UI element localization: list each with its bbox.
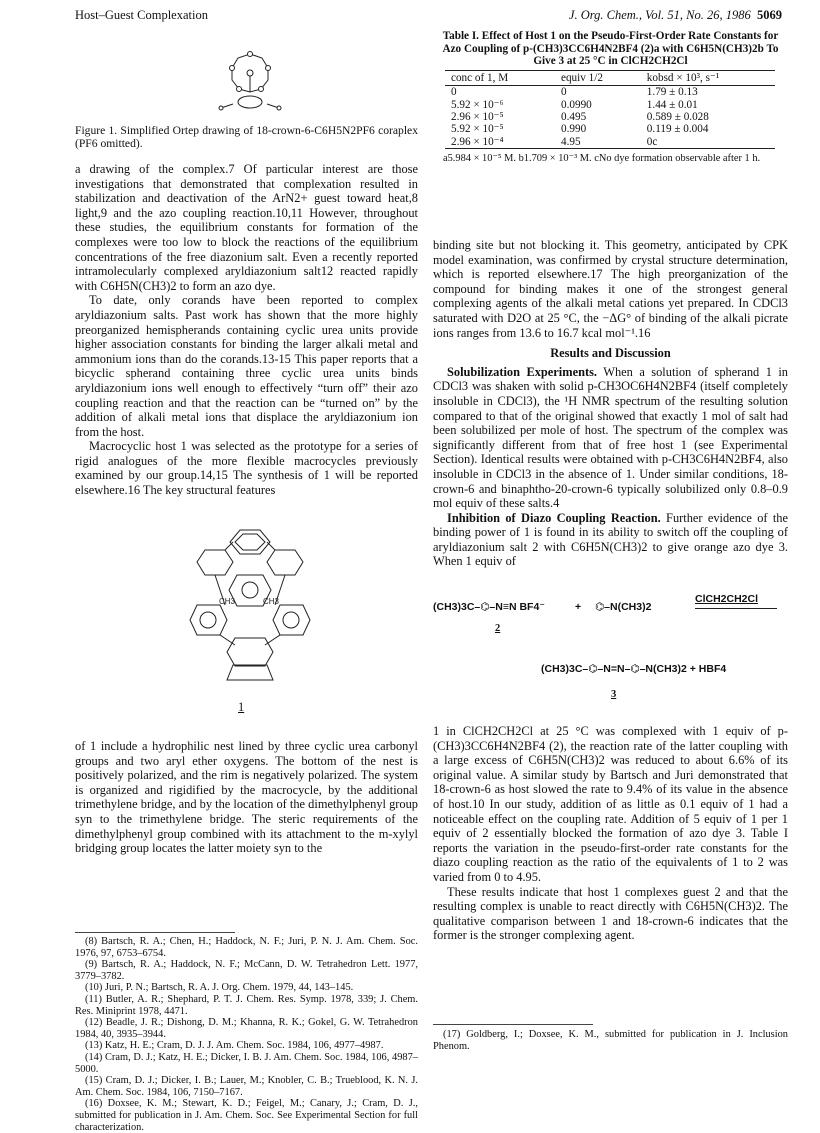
figure1-caption: Figure 1. Simplified Ortep drawing of 18-crown-6-C6H5N2PF6 coraplex (PF6 omitted).: [75, 124, 418, 151]
footnote: (14) Cram, D. J.; Katz, H. E.; Dicker, I. B. J. Am. Chem. Soc. 1984, 106, 4987–5000.: [75, 1051, 418, 1075]
footnote: (10) Juri, P. N.; Bartsch, R. A. J. Org. Chem. 1979, 44, 143–145.: [85, 982, 354, 994]
footnote: (12) Beadle, J. R.; Dishong, D. M.; Khanna, R. K.; Gokel, G. W. Tetrahedron 1984, 40, 3935–3944.: [75, 1017, 418, 1040]
reactant-2: (CH3)3C–⌬–N≡N BF4⁻: [433, 601, 545, 613]
journal-citation: J. Org. Chem., Vol. 51, No. 26, 1986: [568, 8, 751, 22]
table1-title: Table I. Effect of Host 1 on the Pseudo-First-Order Rate Constants for Azo Coupling of p-(CH3)3CC6H4N2BF4 (2)a with C6H5N(CH3)2b To Give 3 at 25 °C in ClCH2CH2Cl: [442, 30, 779, 68]
footnote: (16) Doxsee, K. M.; Stewart, K. D.; Feigel, M.; Canary, J.; Cram, D. J., submitted for publication in J. Am. Chem. Soc. See Experimental Section for full characterization.: [75, 1098, 418, 1133]
footnote: (8) Bartsch, R. A.; Chen, H.; Haddock, N. F.; Juri, P. N. J. Am. Chem. Soc. 1976, 97, 6753–6754.: [75, 936, 418, 959]
table1: [433, 30, 788, 165]
footnote: (9) Bartsch, R. A.; Haddock, N. F.; McCann, D. W. Tetrahedron Lett. 1977, 3779–3782.: [75, 959, 418, 982]
left-paragraph-3: Macrocyclic host 1 was selected as the prototype for a series of rigid analogues of the more flexible macrocycles previously examined by our group.14,15 The synthesis of 1 will be reported elsewhere.16 The key structural features: [75, 439, 418, 498]
figure1-ortep-drawing: [215, 48, 285, 114]
table1-footnote: a5.984 × 10⁻⁵ M. b1.709 × 10⁻³ M. cNo dye formation observable after 1 h.: [443, 153, 761, 165]
dimethylaniline: ⌬–N(CH3)2: [595, 601, 652, 613]
plus-sign: +: [575, 601, 582, 613]
left-paragraph-1: a drawing of the complex.7 Of particular interest are those investigations that demonstrated that complexation resulted in stabilization and deactivation of the ArN2+ guest toward heat,8 light,9 and the azo coupling reaction.10,11 However, throughout these studies, the equilibrium constants for formation of the complexes were too low to block the reactions of the equilibrium concentrations of the free diazonium salt. Even a recently reported intramolecularly complexed aryldiazonium salt12 reacted rapidly with C6H5N(CH3)2 to form an azo dye.: [75, 162, 418, 293]
table-header: kobsd × 10³, s⁻¹: [641, 70, 775, 85]
right-paragraph-1: binding site but not blocking it. This geometry, anticipated by CPK model examination, was confirmed by crystal structure determination, which is reported elsewhere.17 The high preorganization of the compound for binding makes it one of the strongest general complexing agents of the alkali metal cations yet prepared. In CDCl3 saturated with D2O at 25 °C, the −ΔG° of binding of the alkali picrate ions ranges from 13.6 to 16.7 kcal mol⁻¹.16: [433, 238, 788, 340]
footnote: (15) Cram, D. J.; Dicker, I. B.; Lauer, M.; Knobler, C. B.; Trueblood, K. N. J. Am. Chem. Soc. 1984, 106, 7150–7167.: [75, 1075, 418, 1098]
structure-ch3-right: CH3: [263, 597, 280, 606]
footnote: (13) Katz, H. E.; Cram, D. J. J. Am. Chem. Soc. 1984, 106, 4977–4987.: [85, 1040, 384, 1052]
inhibition-heading: Inhibition of Diazo Coupling Reaction.: [447, 510, 661, 525]
compound-3-label: 3: [611, 689, 617, 700]
table-row: 2.96 × 10⁻⁴ 4.95 0c: [445, 136, 775, 149]
compound-1-structure: [185, 520, 315, 690]
footnote: (11) Butler, A. R.; Shephard, P. T. J. Chem. Res. Symp. 1978, 339; J. Chem. Res. Miniprint 1978, 4471.: [75, 993, 418, 1017]
solubilization-heading: Solubilization Experiments.: [447, 364, 598, 379]
solvent-label: ClCH2CH2Cl: [695, 593, 759, 605]
left-footnotes: [75, 936, 418, 1133]
footnote-17: (17) Goldberg, I.; Doxsee, K. M., submitted for publication in J. Inclusion Phenom.: [433, 1029, 788, 1052]
table-row: 0 0 1.79 ± 0.13: [451, 86, 698, 99]
table-row: 2.96 × 10⁻⁵ 0.495 0.589 ± 0.028: [451, 111, 709, 123]
running-header-right: [569, 8, 782, 23]
structure-ch3-left: CH3: [219, 597, 236, 606]
compound-1-label: 1: [238, 700, 245, 714]
reaction-scheme: [433, 592, 788, 712]
left-paragraph-4: of 1 include a hydrophilic nest lined by three cyclic urea carbonyl groups and two aryl ether oxygens. The bottom of the nest is positively polarized, and the rim is negatively polarized. The system is organized and rigidified by the macrocycle, by the additional trimethylene bridge, and by the location of the dimethylphenyl group syn to the trimethylene bridge. The steric requirements of the dimethylphenyl group combined with its attachment to the m-xylyl bridging group locates the latter moiety syn to the: [75, 739, 418, 856]
product-3: (CH3)3C–⌬–N=N–⌬–N(CH3)2 + HBF4: [541, 663, 727, 675]
running-header-left: Host–Guest Complexation: [75, 8, 208, 22]
table-row: 5.92 × 10⁻⁵ 0.990 0.119 ± 0.004: [451, 123, 709, 136]
table-header: conc of 1, M: [445, 70, 555, 85]
compound-2-label: 2: [495, 623, 501, 634]
left-paragraph-2: To date, only corands have been reported to complex aryldiazonium salts. Past work has shown that the more highly preorganized hemispherands containing cyclic urea units provide higher association constants for binding the larger alkali metal and ammonium ions than do the corands.13-15 This paper reports that a bicyclic spherand containing three cyclic urea units binds aryldiazonium ions well enough to effectively “turn off” their azo coupling reaction and that the reaction can be “turned on” by the addition of alkali metal ions that displace the aryldiazonium ion from the host.: [75, 293, 418, 439]
inhibition-paragraph: Inhibition of Diazo Coupling Reaction. Further evidence of the binding power of 1 is found in its ability to switch off the coupling of aryldiazonium salt 2 with C6H5N(CH3)2 to give orange azo dye 3. When 1 equiv of: [433, 510, 788, 569]
page-number: 5069: [757, 8, 782, 22]
solubilization-paragraph: Solubilization Experiments. When a solution of spherand 1 in CDCl3 was shaken with solid p-CH3OC6H4N2BF4 (itself completely insoluble in CDCl3), the ¹H NMR spectrum of the resulting solution compared to that of the original showed that exactly 1 mol of salt had been solubilized per mole of host. The spectrum of the complex was significantly different from that of free host 1 (see Experimental Section). Identical results were obtained with p-CH3C6H4N2BF4, also insoluble in CDCl3 in the absence of 1. Under similar conditions, 18-crown-6 and binaphtho-20-crown-6 typically solubilized only 0.8–0.9 mol equiv of these salts.4: [433, 364, 788, 511]
right-paragraph-3: These results indicate that host 1 complexes guest 2 and that the resulting complex is unable to react directly with C6H5N(CH3)2. The qualitative comparison between 1 and 18-crown-6 indicates that the former is the stronger complexing agent.: [433, 884, 788, 943]
table-header: equiv 1/2: [555, 70, 641, 85]
table-row: 5.92 × 10⁻⁶ 0.0990 1.44 ± 0.01: [451, 98, 698, 111]
reaction-arrow: [695, 608, 777, 609]
section-heading: Results and Discussion: [550, 346, 671, 361]
right-paragraph-2: 1 in ClCH2CH2Cl at 25 °C was complexed with 1 equiv of p-(CH3)3CC6H4N2BF4 (2), the reaction rate of the latter coupling with a large excess of C6H5N(CH3)2 was reduced to about 6.6% of its original value. A similar study by Bartsch and Juri demonstrated that 18-crown-6 as host slowed the rate to 9.4% of its value in the absence of host.10 In our study, addition of as little as 0.1 equiv of 1 had a noticeable effect on the coupling rate. Addition of 5 equiv of 1 per 1 equiv of 2 essentially blocked the formation of azo dye 3. Table I reports the variation in the pseudo-first-order rate constants for the diazo coupling reaction as the ratio of the equivalents of 1 to 2 was varied from 0 to 4.95.: [433, 724, 788, 884]
